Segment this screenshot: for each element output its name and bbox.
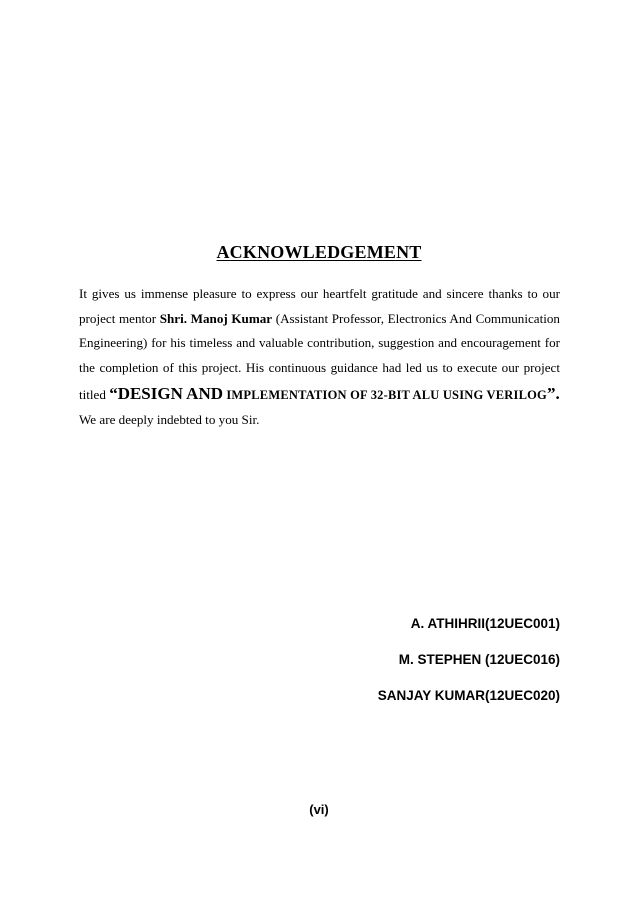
signatory-name: SANJAY KUMAR(12UEC020) [377, 688, 560, 703]
page-heading: ACKNOWLEDGEMENT [216, 242, 422, 262]
page-number: (vi) [309, 802, 329, 817]
project-title-rest: IMPLEMENTATION OF 32-BIT ALU USING VERILOG [223, 388, 547, 402]
paragraph-line-2-end: (Assistant Professor, Electronics And Communication [272, 310, 560, 326]
paragraph-line-3: Engineering) for his timeless and valuable contribution, suggestion and encouragement for [79, 335, 560, 350]
signatory-name: A. ATHIHRII(12UEC001) [410, 616, 560, 631]
mentor-name: Shri. Manoj Kumar [159, 310, 273, 326]
paragraph-line-6: We are deeply indebted to you Sir. [79, 411, 260, 427]
project-title-start: “DESIGN AND [109, 384, 224, 403]
paragraph-line-4: the completion of this project. His continuous guidance had led us to execute our project [79, 359, 560, 375]
titled-word: titled [79, 387, 110, 402]
signatory-name: M. STEPHEN (12UEC016) [398, 652, 560, 667]
project-title-end: ”. [546, 384, 560, 403]
signatory-list [378, 612, 560, 720]
paragraph-line-2-start: project mentor [79, 310, 160, 326]
acknowledgement-paragraph [79, 282, 560, 432]
paragraph-line-2 [79, 307, 560, 332]
paragraph-line-1: It gives us immense pleasure to express our heartfelt gratitude and sincere thanks to our [79, 286, 560, 301]
paragraph-line-5 [79, 382, 560, 408]
